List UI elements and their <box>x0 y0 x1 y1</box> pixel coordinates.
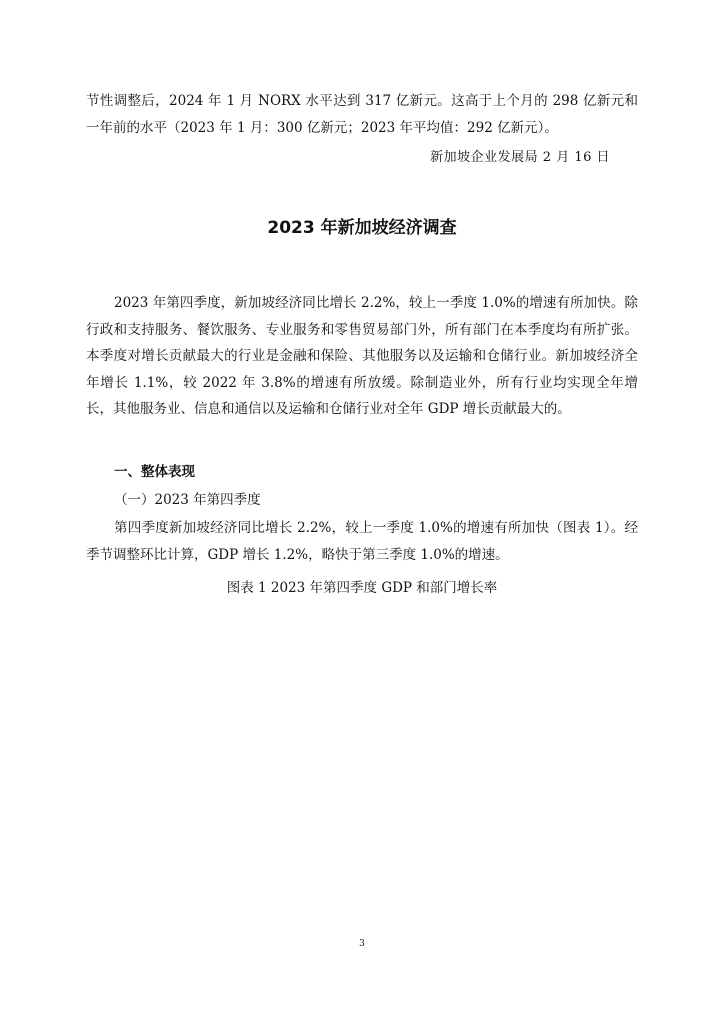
section-title: 2023 年新加坡经济调查 <box>267 218 457 238</box>
intro-paragraph: 节性调整后，2024 年 1 月 NORX 水平达到 317 亿新元。这高于上个月的 298 亿新元和一年前的水平（2023 年 1 月：300 亿新元；2023 年平均值：292 亿新元）。 <box>86 93 638 136</box>
summary-paragraph: 2023 年第四季度，新加坡经济同比增长 2.2%，较上一季度 1.0%的增速有所加快。除行政和支持服务、餐饮服务、专业服务和零售贸易部门外，所有部门在本季度均有所扩张。本季度对增长贡献最大的行业是金融和保险、其他服务以及运输和仓储行业。新加坡经济全年增长 1.1%，较 2022 年 3.8%的增速有所放缓。除制造业外，所有行业均实现全年增长，其他服务业、信息和通信以及运输和仓储行业对全年 GDP 增长贡献最大的。 <box>86 295 638 417</box>
page-number: 3 <box>359 939 365 949</box>
q4-paragraph: 第四季度新加坡经济同比增长 2.2%，较上一季度 1.0%的增速有所加快（图表 1）。经季节调整环比计算，GDP 增长 1.2%，略快于第三季度 1.0%的增速。 <box>86 520 638 563</box>
figure-caption: 图表 1 2023 年第四季度 GDP 和部门增长率 <box>226 580 498 596</box>
source-line: 新加坡企业发展局 2 月 16 日 <box>430 150 610 165</box>
sub-heading: （一）2023 年第四季度 <box>114 492 261 508</box>
section-heading: 一、整体表现 <box>114 464 195 480</box>
